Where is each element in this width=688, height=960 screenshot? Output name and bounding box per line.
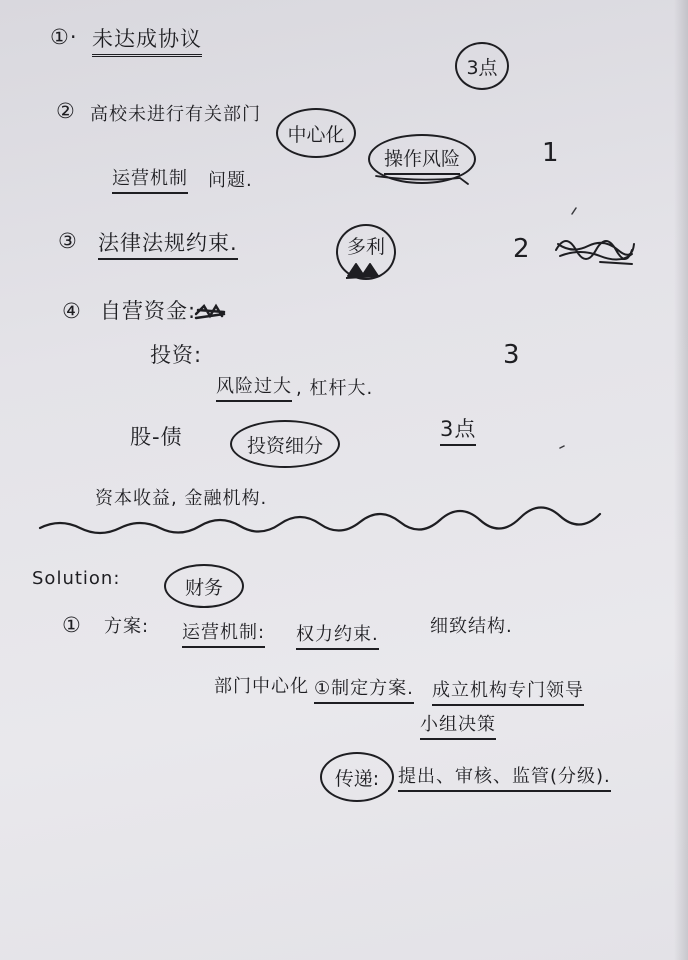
item-4-points: 3点 xyxy=(440,416,476,446)
item-4-leverage: , 杠杆大. xyxy=(296,378,374,399)
step-1-dept: 部门中心化 xyxy=(214,676,309,697)
item-1-text: 未达成协议 xyxy=(92,26,202,57)
item-4-risk: 风险过大 xyxy=(216,376,292,402)
item-2-risk-text: 操作风险 xyxy=(384,144,460,175)
step-1-constraint: 权力约束. xyxy=(296,624,379,650)
item-4-number: ④ xyxy=(62,299,82,323)
item-3-mark: 2 xyxy=(513,234,531,264)
corner-badge-text: 3点 xyxy=(466,56,498,79)
item-2-mark: 1 xyxy=(542,138,560,168)
step-1-circled-text: 传递: xyxy=(334,767,380,790)
solution-circled-word xyxy=(164,564,244,608)
item-1-number: ①· xyxy=(50,25,78,49)
step-1-plan: ①制定方案. xyxy=(314,678,414,704)
wavy-divider-line xyxy=(40,507,600,533)
item-4-circled-word xyxy=(230,420,340,468)
item-2-sub-a: 运营机制 xyxy=(112,168,188,194)
item-4-circled-text: 投资细分 xyxy=(246,434,323,457)
item-4-mark: 3 xyxy=(503,340,521,370)
item-3-circled-text: 多利 xyxy=(346,236,385,258)
item-2-number: ② xyxy=(56,99,76,123)
crossed-out-scribble xyxy=(556,241,634,264)
item-2-text: 高校未进行有关部门 xyxy=(90,104,261,125)
tick-mark-right xyxy=(560,208,576,448)
item-2-circled-word xyxy=(276,108,356,158)
item-4-invest: 投资: xyxy=(150,343,203,367)
solution-heading: Solution: xyxy=(32,568,121,589)
solution-circled-text: 财务 xyxy=(184,576,223,599)
item-2-risk-circle xyxy=(368,134,476,184)
item-2-sub-b: 问题. xyxy=(208,170,253,191)
corner-badge-circle xyxy=(455,42,509,90)
step-1-org: 成立机构专门领导 xyxy=(432,680,584,706)
scribble-mark-item4 xyxy=(196,306,224,318)
item-3-text: 法律法规约束. xyxy=(98,230,238,260)
step-1-label: 方案: xyxy=(104,616,150,637)
item-4-label: 自营资金: xyxy=(100,299,197,323)
step-1-process: 提出、审核、监管(分级). xyxy=(398,766,611,792)
item-2-circled-text: 中心化 xyxy=(287,123,345,146)
paper-edge-shadow xyxy=(674,0,688,960)
item-4-stock-bond: 股-债 xyxy=(130,425,183,449)
step-1-mechanism: 运营机制: xyxy=(182,622,265,648)
item-3-circled-word xyxy=(336,224,396,280)
step-1-number: ① xyxy=(62,613,82,637)
item-3-number: ③ xyxy=(58,229,78,253)
step-1-structure: 细致结构. xyxy=(430,616,513,637)
item-4-capital: 资本收益, 金融机构. xyxy=(95,488,268,509)
step-1-circled-word xyxy=(320,752,394,802)
step-1-group: 小组决策 xyxy=(420,714,496,740)
